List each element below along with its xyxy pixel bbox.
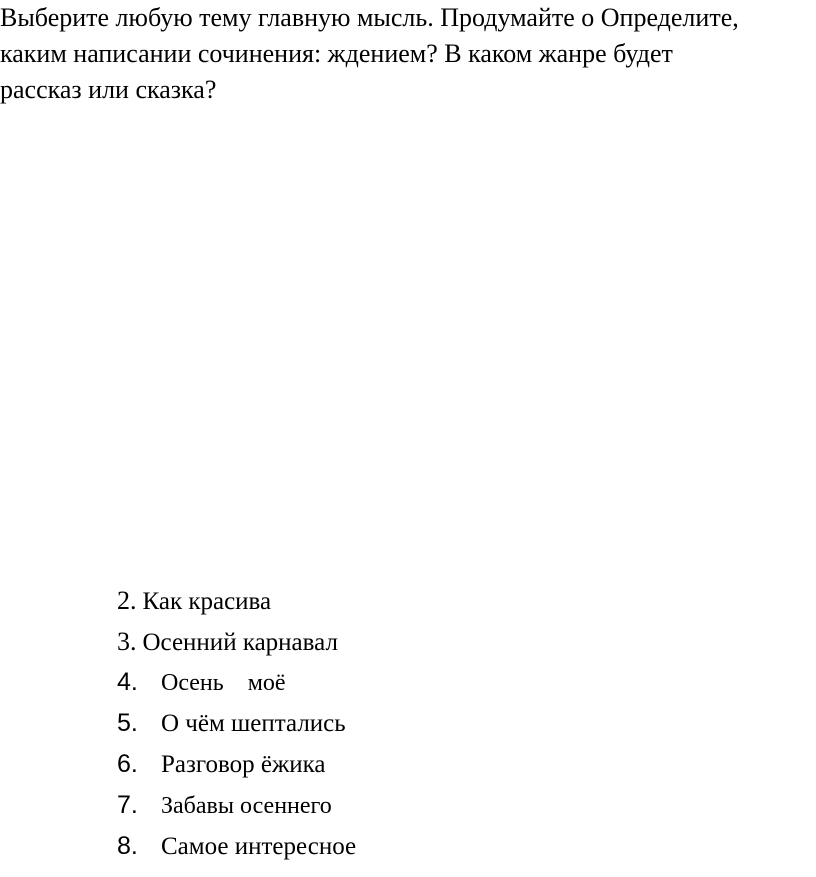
topic-title: Как красива xyxy=(142,588,272,615)
topic-title: Осень моё xyxy=(161,670,286,696)
topic-title: Самое интересное xyxy=(161,833,357,860)
topic-title: Осенний карнавал xyxy=(142,629,338,656)
topic-number: 2. xyxy=(117,586,137,615)
intro-line: Выберите любую тему главную мысль. Продумайте о Определите, xyxy=(0,3,739,32)
topic-number: 5. xyxy=(117,709,138,737)
intro-line: рассказ или сказка? xyxy=(0,75,217,104)
topic-list xyxy=(117,586,356,873)
list-item xyxy=(117,750,356,791)
intro-line: каким написании сочинения: ждением? В каком жанре будет xyxy=(0,39,673,68)
topic-number: 7. xyxy=(117,791,138,819)
list-item xyxy=(117,709,356,750)
list-item xyxy=(117,791,356,832)
list-item xyxy=(117,586,356,627)
list-item xyxy=(117,832,356,873)
topic-title: О чём шептались xyxy=(161,710,346,737)
topic-number: 3. xyxy=(117,627,137,656)
topic-title: Забавы осеннего xyxy=(161,793,332,819)
topic-number: 8. xyxy=(117,832,138,860)
topic-number: 6. xyxy=(117,750,138,778)
list-item xyxy=(117,668,356,709)
topic-number: 4. xyxy=(117,668,138,696)
topic-title: Разговор ёжика xyxy=(161,751,326,778)
intro-paragraph xyxy=(0,0,812,108)
list-item xyxy=(117,627,356,668)
